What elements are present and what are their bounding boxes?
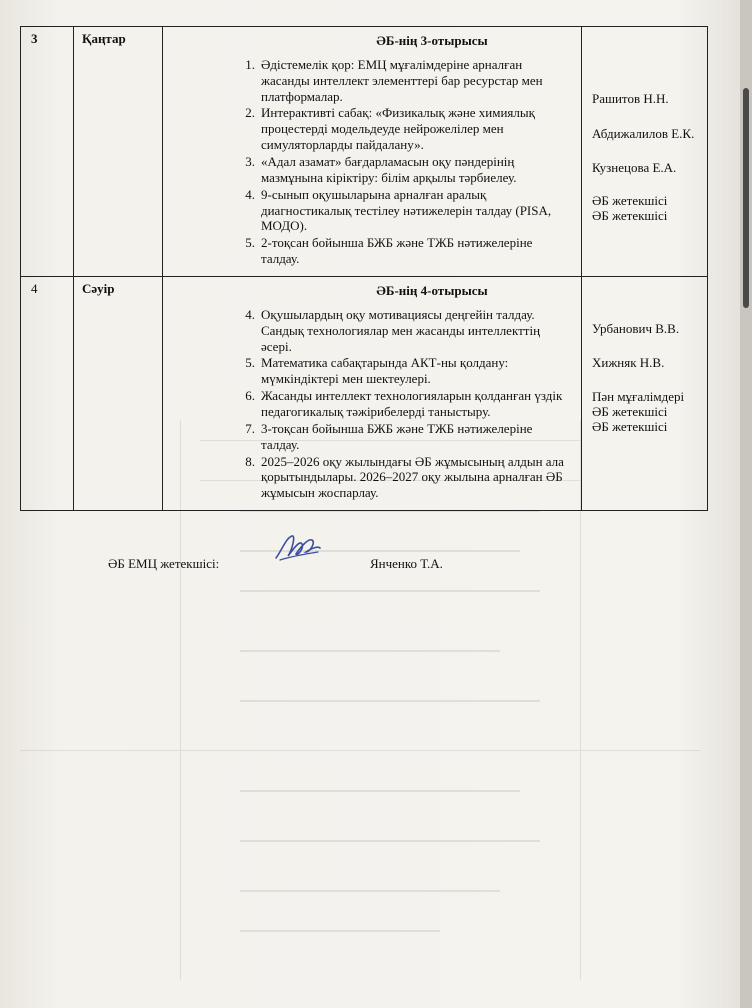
signature-role: ӘБ ЕМЦ жетекшісі: [108, 556, 220, 571]
row-month: Қаңтар [74, 27, 163, 277]
responsible-name: ӘБ жетекшісі [591, 404, 668, 420]
scrollbar-thumb[interactable] [743, 88, 749, 308]
responsible-name: Абдижалилов Е.К. [591, 126, 695, 141]
agenda-list [163, 307, 581, 510]
row-number: 3 [21, 27, 74, 277]
list-item: 4. 9-сынып оқушыларына арналған аралық диагностикалық тестілеу нәтижелерін талдау (PISA, МОДО). [245, 186, 552, 234]
responsible-name: ӘБ жетекшісі [591, 419, 668, 435]
session-title: ӘБ-нің 3-отырысы [376, 33, 488, 48]
responsible-name: ӘБ жетекшісі [591, 208, 668, 223]
responsible-name: Пән мұғалімдері [591, 389, 685, 405]
responsible-name: Урбанович В.В. [591, 321, 680, 337]
list-item: 6. Жасанды интеллект технологияларын қолданған үздік педагогикалық тәжірибелерді таныстыру. [245, 388, 563, 420]
responsible-name: Кузнецова Е.А. [591, 160, 677, 175]
responsible-name: Хижняк Н.В. [591, 355, 665, 371]
list-item: 5. Математика сабақтарында АКТ-ны қолдану: мүмкіндіктері мен шектеулері. [245, 355, 509, 387]
session-cell [162, 277, 581, 511]
list-item: 3. «Адал азамат» бағдарламасын оқу пәндерінің мазмұнына кіріктіру: білім арқылы тәрбиелеу. [245, 154, 517, 185]
list-item: 1. Әдістемелік қор: ЕМЦ мұғалімдеріне арналған жасанды интеллект элементтері бар ресурстар мен платформалар. [245, 56, 543, 104]
handwritten-signature [272, 530, 322, 566]
list-item: 5. 2-тоқсан бойынша БЖБ және ТЖБ нәтижелеріне талдау. [245, 235, 533, 267]
signature-name: Янченко Т.А. [370, 556, 443, 571]
responsible-name: Рашитов Н.Н. [591, 91, 669, 106]
list-item: 4. Оқушылардың оқу мотивациясы деңгейін талдау. Сандық технологиялар мен жасанды интеллекттің әсері. [245, 306, 541, 354]
agenda-list [163, 57, 581, 276]
responsible-name: ӘБ жетекшісі [591, 193, 668, 208]
scrollbar-track[interactable] [740, 0, 752, 1008]
responsible-cell [581, 277, 707, 511]
table-row [21, 27, 708, 277]
row-number: 4 [21, 277, 74, 511]
responsible-cell [581, 27, 707, 277]
table-row [21, 277, 708, 511]
list-item: 8. 2025–2026 оқу жылындағы ӘБ жұмысының алдын ала қорытындылары. 2026–2027 оқу жылына арналған ӘБ жұмысын жоспарлау. [245, 453, 564, 501]
plan-table [20, 26, 708, 511]
session-cell [162, 27, 581, 277]
list-item: 2. Интерактивті сабақ: «Физикалық және химиялық процестерді модельдеуде нейрожелілер мен симуляторларды пайдалану». [245, 105, 535, 153]
session-title: ӘБ-нің 4-отырысы [376, 283, 488, 299]
row-month: Сәуір [74, 277, 163, 511]
list-item: 7. 3-тоқсан бойынша БЖБ және ТЖБ нәтижелеріне талдау. [245, 420, 533, 452]
